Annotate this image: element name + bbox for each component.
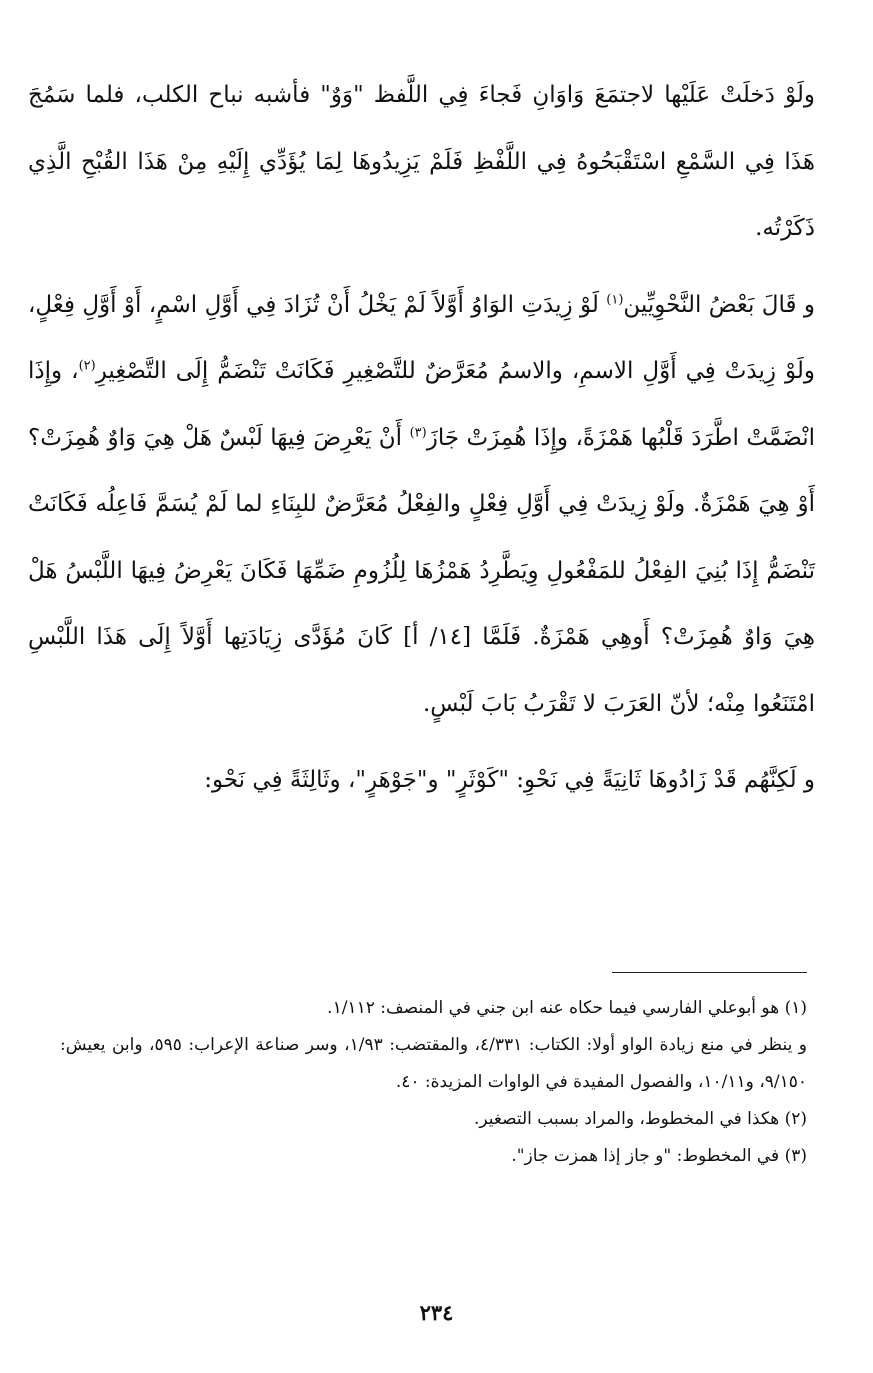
paragraph-1-text: ولَوْ دَخلَتْ عَلَيْها لاجتمَعَ وَاوَانِ فَجاءَ فِي اللَّفظ "وَوٌ" فأشبه نباح الكلب، فلما سَمُجَ هَذَا فِي السَّمْعِ اسْتَقْبَحُوهُ فِي اللَّفْظِ فَلَمْ يَزِيدُوهَا لِمَا يُؤَدِّي إِلَيْهِ مِنْ هَذَا القُبْحِ الَّذِي ذَكَرْتُه. bbox=[28, 82, 815, 241]
footnote-1: (١) هو أبوعلي الفارسي فيما حكاه عنه ابن جني في المنصف: ١/١١٢. bbox=[327, 998, 807, 1018]
paragraph-2-text-b: لَوْ زِيدَتِ الوَاوُ أَوَّلاً لَمْ يَخْلُ أَنْ تُزَادَ فِي أَوَّلِ اسْمٍ، أَوْ أَوَّلِ فِعْلٍ، ولَوْ زِيدَتْ فِي أَوَّلِ الاسمِ، والاسمُ مُعَرَّضٌ للتَّصْغِيرِ فَكَانَتْ تَنْضَمُّ إِلَى التَّصْغِيرِ bbox=[28, 291, 815, 384]
footnote-2: (٢) هكذا في المخطوط، والمراد بسبب التصغير. bbox=[474, 1109, 807, 1129]
paragraph-2-text-a: و قَالَ بَعْضُ النَّحْوِيِّين bbox=[623, 291, 815, 318]
footnotes bbox=[60, 990, 807, 1175]
paragraph-2 bbox=[28, 272, 815, 738]
footnote-ref-3: (٣) bbox=[409, 424, 427, 440]
footnote-ref-1: (١) bbox=[606, 291, 624, 307]
footnote-divider bbox=[612, 972, 807, 973]
paragraph-2-text-d: أَنْ يَعْرِضَ فِيهَا لَبْسٌ هَلْ هِيَ وَاوٌ هُمِزَتْ؟ أَوْ هِيَ هَمْزَةٌ. ولَوْ زِيدَتْ فِي أَوَّلِ فِعْلٍ والفِعْلُ مُعَرَّضٌ للبِنَاءِ لما لَمْ يُسَمَّ فَاعِلُه فَكَانَتْ تَنْضَمُّ إِذَا بُنِيَ الفِعْلُ للمَفْعُولِ وِيَطَّرِدُ هَمْزُهَا لِلُزُومِ ضَمِّهَا فَكَانَ يَعْرِضُ فِيهَا اللَّبْسُ هَلْ هِيَ وَاوٌ هُمِزَتْ؟ أَوهِي هَمْزَةٌ. فَلَمَّا [١٤/ أ] كَانَ مُؤَدَّى زِيَادَتِها أَوَّلاً إِلَى هَذَا اللَّبْسِ امْتَنَعُوا مِنْه؛ لأنّ العَرَبَ لا تَقْرَبُ بَابَ لَبْسٍ. bbox=[28, 424, 815, 717]
paragraph-2-text-c: ، وإِذَا انْضَمَّتْ اطَّرَدَ قَلْبُها هَمْزَةً، وإِذَا هُمِزَتْ جَازَ bbox=[28, 358, 815, 451]
footnote-3: (٣) في المخطوط: "و جاز إذا همزت جاز". bbox=[511, 1146, 807, 1166]
main-text bbox=[28, 62, 815, 814]
footnote-1-continued: و ينظر في منع زيادة الواو أولا: الكتاب: ٤/٣٣١، والمقتضب: ١/٩٣، وسر صناعة الإعراب: ٥٩٥، وابن يعيش: ٩/١٥٠، و١٠/١١، والفصول المفيدة في الواوات المزيدة: ٤٠. bbox=[60, 1035, 807, 1092]
paragraph-3 bbox=[28, 747, 815, 814]
paragraph-1 bbox=[28, 62, 815, 262]
paragraph-3-text: و لَكِنَّهُم قَدْ زَادُوهَا ثَانِيَةً فِي نَحْوِ: "كَوْثَرٍ" و"جَوْهَرٍ"، وثَالِثَةً فِي نَحْو: bbox=[204, 767, 815, 793]
page-number: ٢٣٤ bbox=[419, 1300, 454, 1325]
footnote-ref-2: (٢) bbox=[78, 358, 96, 374]
